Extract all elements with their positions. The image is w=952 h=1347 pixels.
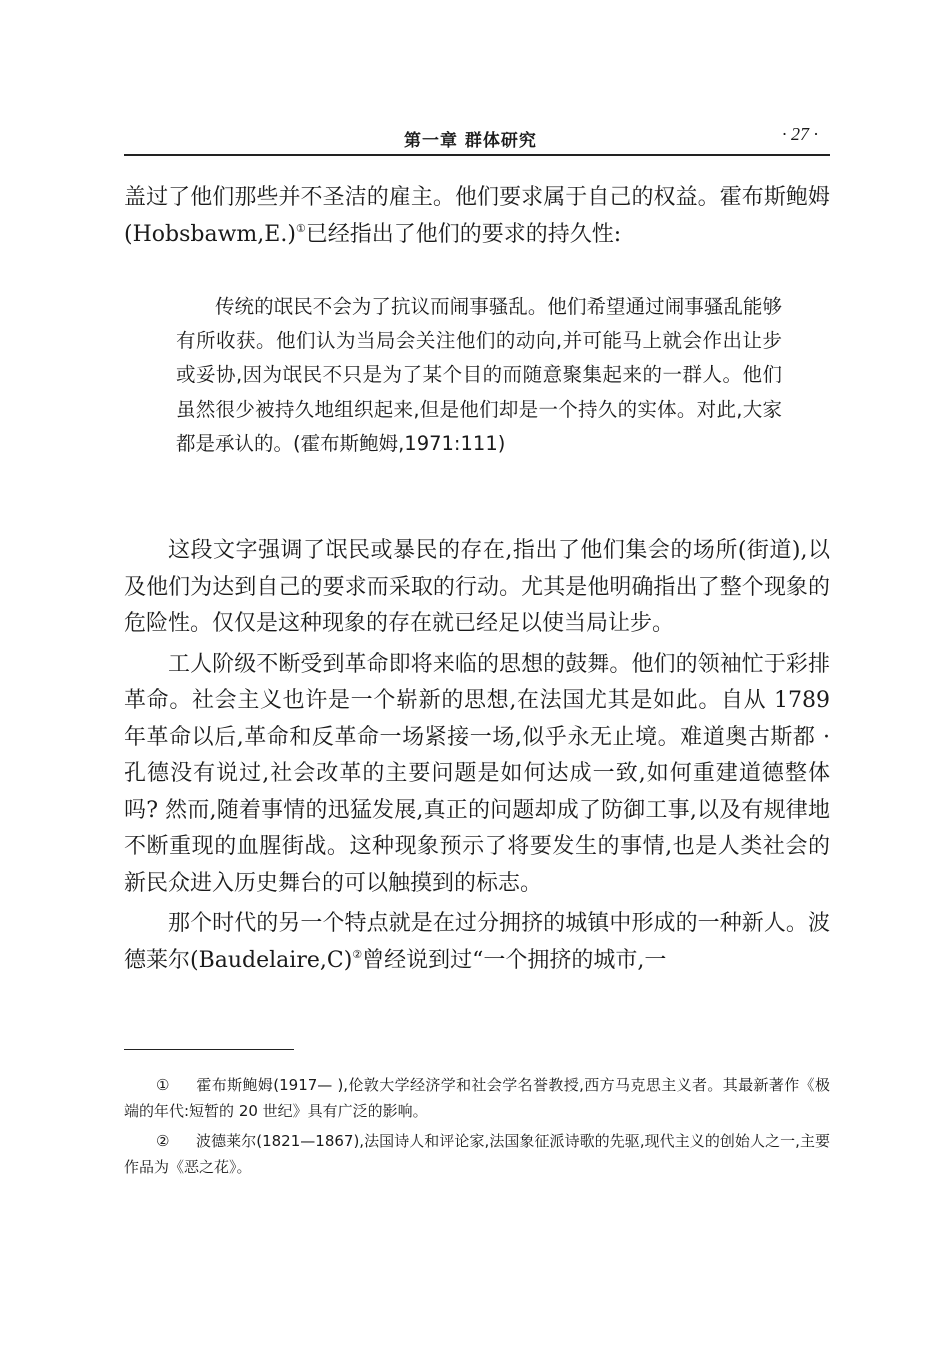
footnote-rule: [124, 1049, 294, 1050]
block-quote-text: 传统的氓民不会为了抗议而闹事骚乱。他们希望通过闹事骚乱能够有所收获。他们认为当局会关注他们的动向,并可能马上就会作出让步或妥协,因为氓民不只是为了某个目的而随意聚集起来的一群人。他们虽然很少被持久地组织起来,但是他们却是一个持久的实体。对此,大家都是承认的。(霍布斯鲍姆,1971:111): [176, 295, 782, 455]
paragraph-4: [124, 906, 830, 979]
paragraph-1: [124, 180, 830, 253]
paragraph-4-text-a: 那个时代的另一个特点就是在过分拥挤的城镇中形成的一种新人。波德莱尔(Baudelaire,C): [124, 911, 830, 973]
chapter-title: 第一章 群体研究: [404, 131, 537, 151]
footnote-1: [124, 1072, 830, 1124]
footnote-ref-2: ②: [352, 947, 363, 961]
running-header: [124, 122, 830, 156]
footnote-1-mark: ①: [156, 1076, 170, 1094]
footnote-2-mark: ②: [156, 1132, 170, 1150]
header-rule: [124, 154, 830, 156]
footnote-2-text: 波德莱尔(1821—1867),法国诗人和评论家,法国象征派诗歌的先驱,现代主义的创始人之一,主要作品为《恶之花》。: [124, 1132, 830, 1176]
footnotes: [124, 1072, 830, 1184]
block-quote: [176, 290, 782, 461]
paragraph-1-text-b: 已经指出了他们的要求的持久性:: [305, 221, 622, 247]
footnote-2: [124, 1128, 830, 1180]
footnote-ref-1: ①: [295, 221, 306, 235]
paragraph-1-text-a: 盖过了他们那些并不圣洁的雇主。他们要求属于自己的权益。霍布斯鲍姆(Hobsbawm,E.): [124, 185, 830, 247]
footnote-1-text: 霍布斯鲍姆(1917— ),伦敦大学经济学和社会学名誉教授,西方马克思主义者。其最新著作《极端的年代:短暂的 20 世纪》具有广泛的影响。: [124, 1076, 830, 1120]
page-number: · 27 ·: [782, 124, 818, 144]
paragraph-2: 这段文字强调了氓民或暴民的存在,指出了他们集会的场所(街道),以及他们为达到自己的要求而采取的行动。尤其是他明确指出了整个现象的危险性。仅仅是这种现象的存在就已经足以使当局让步。: [124, 538, 830, 636]
paragraph-3: 工人阶级不断受到革命即将来临的思想的鼓舞。他们的领袖忙于彩排革命。社会主义也许是一个崭新的思想,在法国尤其是如此。自从 1789 年革命以后,革命和反革命一场紧接一场,似乎永无止境。难道奥古斯都 · 孔德没有说过,社会改革的主要问题是如何达成一致,如何重建道德整体吗? 然而,随着事情的迅猛发展,真正的问题却成了防御工事,以及有规律地不断重现的血腥街战。这种现象预示了将要发生的事情,也是人类社会的新民众进入历史舞台的可以触摸到的标志。: [124, 651, 830, 896]
paragraph-4-text-b: 曾经说到过“一个拥挤的城市,一: [362, 947, 667, 973]
main-paragraphs: [124, 533, 830, 979]
